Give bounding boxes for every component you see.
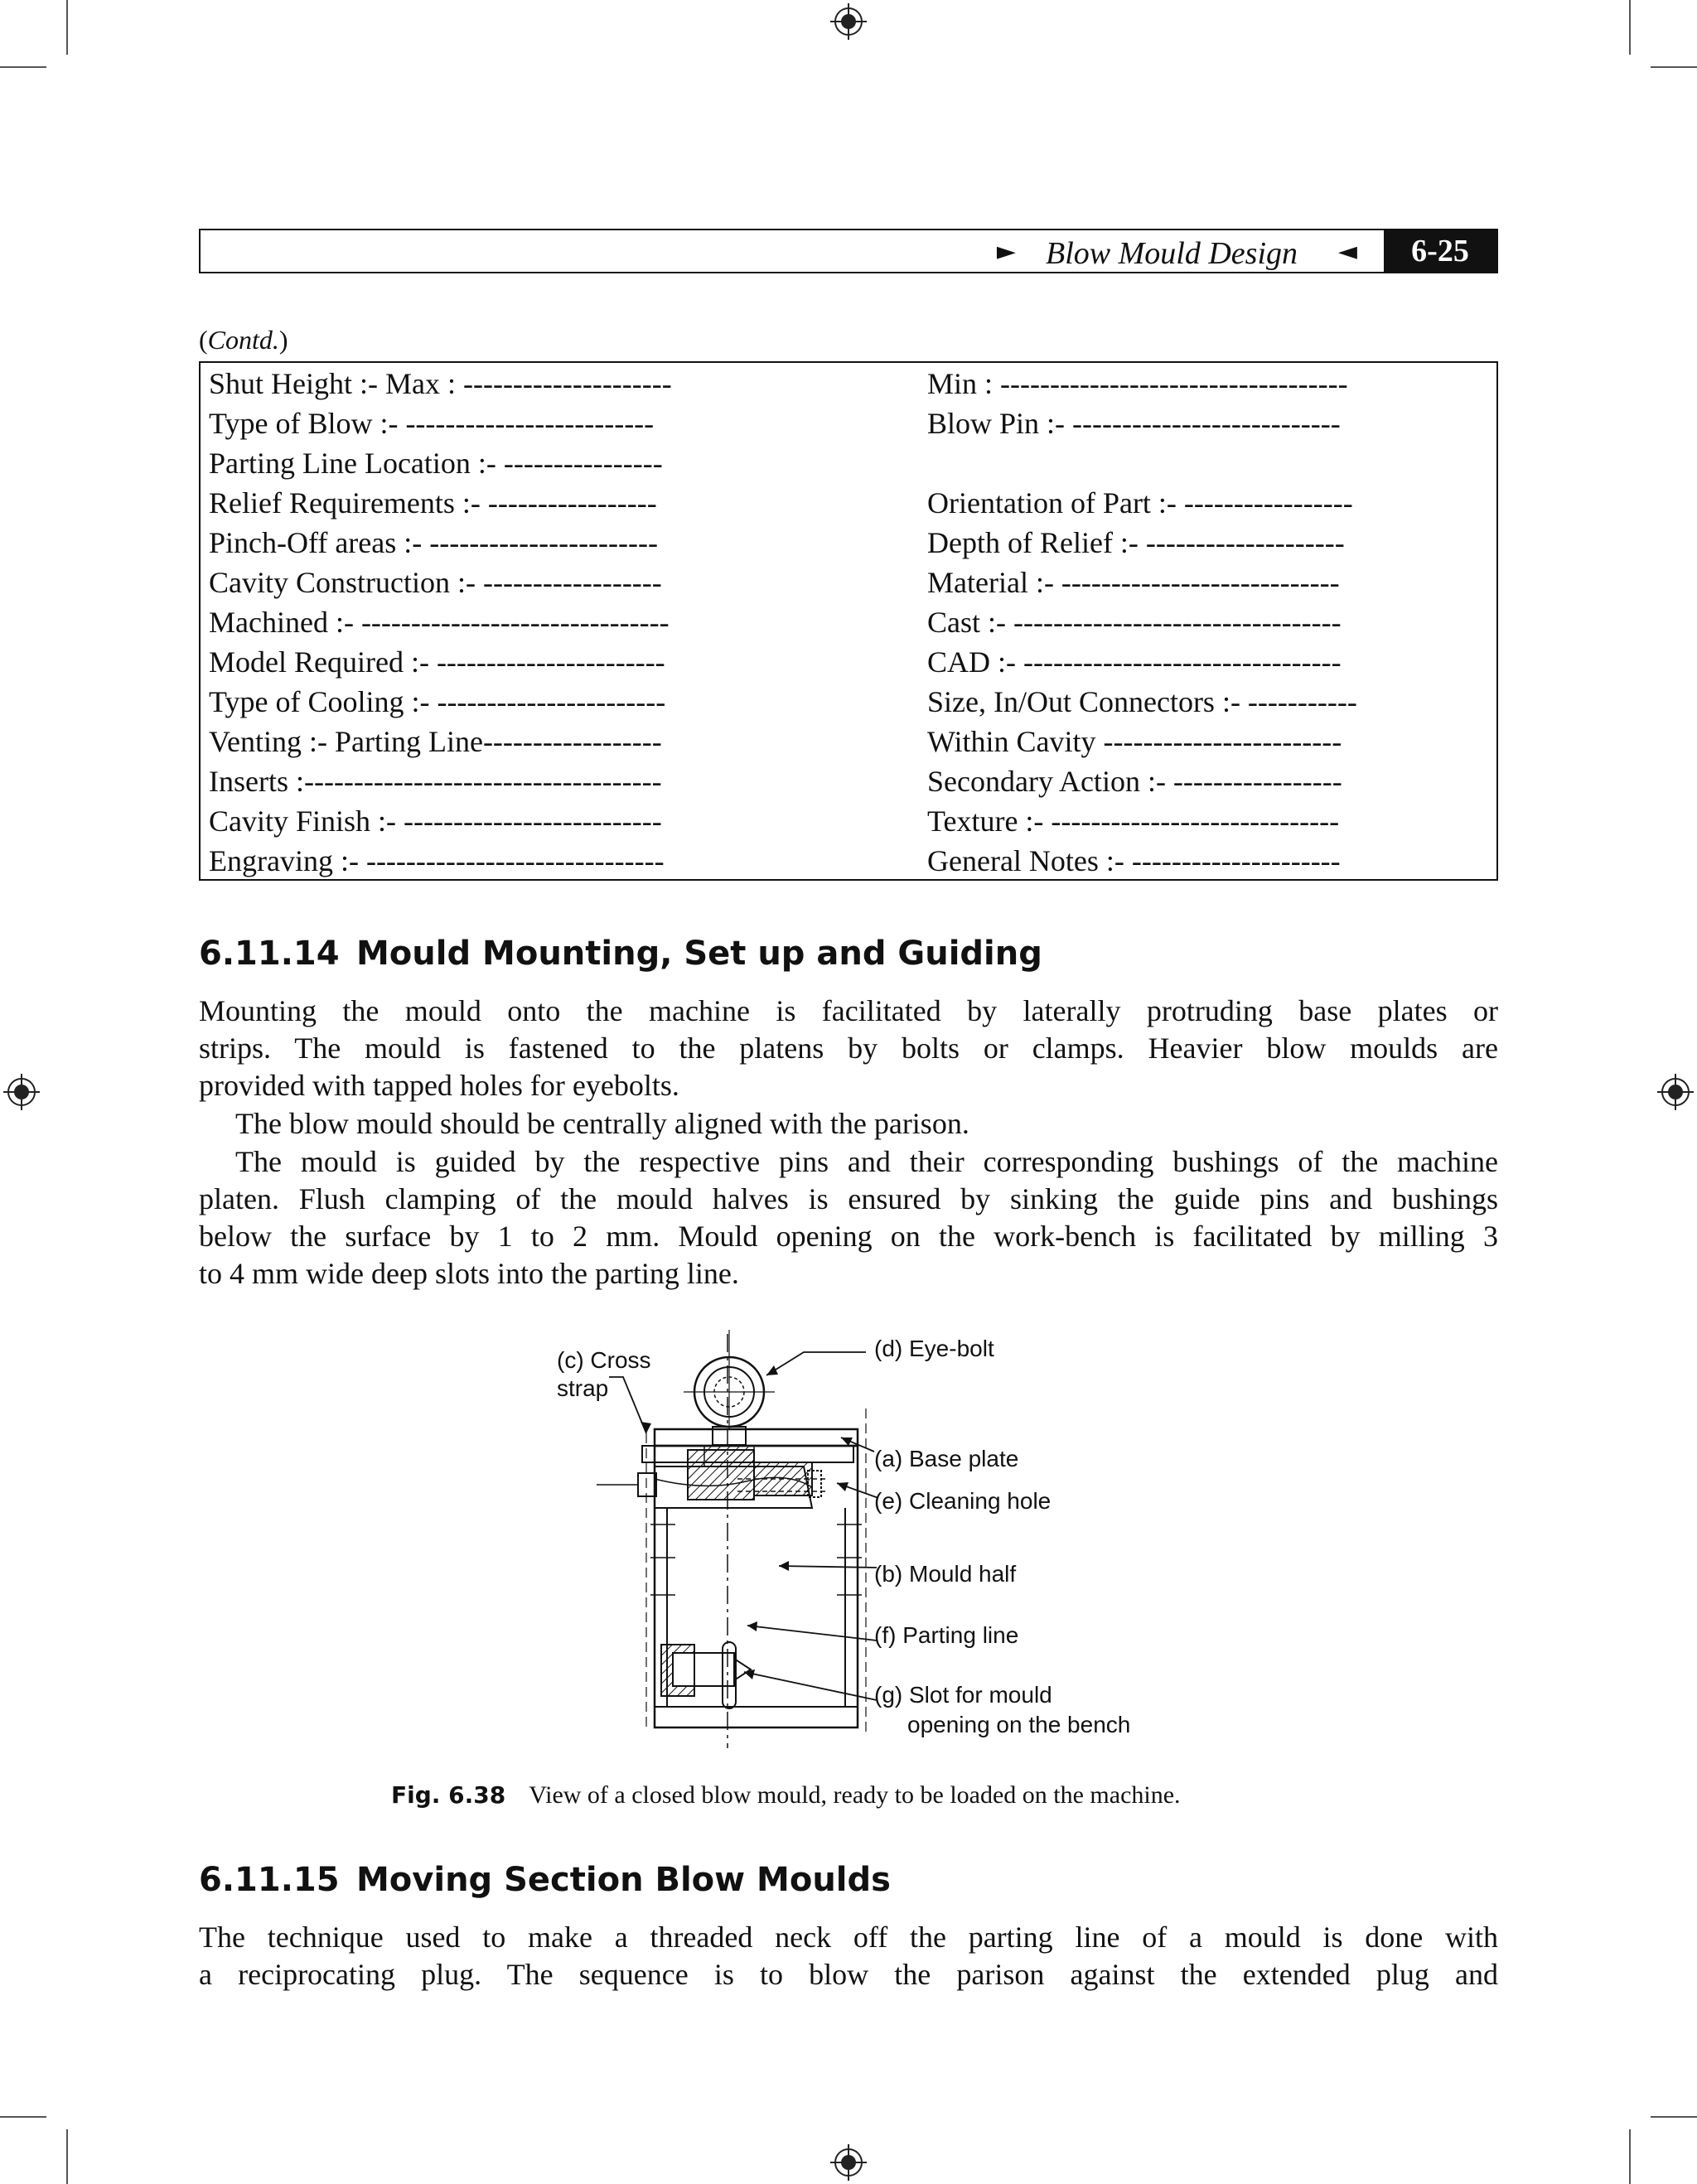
field-right: Within Cavity ------------------------	[927, 725, 1342, 758]
registration-mark-icon	[1657, 1074, 1694, 1110]
registration-mark-icon	[3, 1074, 40, 1110]
crop-mark	[1651, 66, 1697, 68]
field-right: Material :- ----------------------------	[927, 566, 1340, 599]
arrow-left-icon: ◄	[1337, 237, 1357, 266]
label-slot-2: opening on the bench	[907, 1712, 1131, 1737]
table-row	[201, 684, 1496, 724]
field-right: Orientation of Part :- -----------------	[927, 486, 1353, 519]
page-number: 6-25	[1384, 230, 1496, 272]
field-left: Inserts :------------------------------------	[209, 765, 662, 798]
section-number: 6.11.15	[199, 1861, 340, 1899]
crop-mark	[66, 0, 68, 55]
field-left: Parting Line Location :- ----------------	[209, 447, 663, 480]
field-left: Model Required :- -----------------------	[209, 645, 665, 679]
contd-label: Contd.	[207, 325, 279, 355]
figure-number: Fig. 6.38	[391, 1781, 506, 1809]
text-line: The mould is guided by the respective pins and their corresponding bushings of the machine	[235, 1145, 1498, 1178]
section-title: Mould Mounting, Set up and Guiding	[356, 935, 1042, 973]
crop-mark	[0, 2116, 46, 2118]
field-right: Blow Pin :- ---------------------------	[927, 407, 1341, 440]
paragraph	[199, 1919, 1498, 1993]
text-line: provided with tapped holes for eyebolts.	[199, 1069, 679, 1102]
table-row	[201, 486, 1496, 525]
text-line: to 4 mm wide deep slots into the parting line.	[199, 1257, 739, 1290]
field-right: Texture :- -----------------------------	[927, 805, 1340, 838]
registration-mark-icon	[830, 3, 867, 40]
field-left: Type of Cooling :- -----------------------	[209, 685, 666, 718]
label-cross-strap: (c) Cross	[557, 1347, 651, 1373]
crop-mark	[1651, 2116, 1697, 2118]
text-line: The technique used to make a threaded neck off the parting line of a mould is done with	[199, 1921, 1498, 1954]
table-row	[201, 645, 1496, 684]
label-mould-half: (b) Mould half	[874, 1561, 1017, 1587]
text-line: Mounting the mould onto the machine is facilitated by laterally protruding base plates or	[199, 994, 1498, 1027]
field-right: Cast :- ---------------------------------	[927, 606, 1342, 639]
table-row	[201, 764, 1496, 804]
text-line: below the surface by 1 to 2 mm. Mould opening on the work-bench is facilitated by milling 3	[199, 1220, 1498, 1253]
section-number: 6.11.14	[199, 935, 340, 973]
text-line: a reciprocating plug. The sequence is to blow the parison against the extended plug and	[199, 1958, 1498, 1991]
table-row	[201, 366, 1496, 406]
table-row	[201, 525, 1496, 565]
section-heading	[199, 935, 1042, 973]
field-left: Machined :- -------------------------------	[209, 606, 670, 639]
label-eye-bolt: (d) Eye-bolt	[874, 1336, 994, 1361]
field-left: Pinch-Off areas :- -----------------------	[209, 526, 658, 559]
table-row	[201, 843, 1496, 883]
paragraph	[199, 1143, 1498, 1293]
figure-caption	[391, 1781, 1181, 1810]
table-row	[201, 565, 1496, 605]
mould-drawing	[530, 1317, 1177, 1748]
label-cross-strap-2: strap	[557, 1375, 609, 1401]
crop-mark	[0, 66, 46, 68]
field-right: CAD :- --------------------------------	[927, 645, 1342, 679]
section-heading	[199, 1861, 891, 1899]
field-left: Cavity Construction :- ------------------	[209, 566, 662, 599]
table-row	[201, 605, 1496, 645]
running-header	[199, 229, 1498, 273]
cross-strap-shape	[655, 1429, 858, 1446]
text-line: The blow mould should be centrally aligned with the parison.	[235, 1107, 969, 1140]
label-parting-line: (f) Parting line	[874, 1622, 1019, 1648]
text-line: strips. The mould is fastened to the platens by bolts or clamps. Heavier blow moulds are	[199, 1032, 1498, 1065]
eye-bolt-shape	[684, 1330, 775, 1445]
caption-text: View of a closed blow mould, ready to be loaded on the machine.	[529, 1781, 1181, 1809]
field-left: Shut Height :- Max : ---------------------	[209, 367, 672, 400]
field-left: Engraving :- ------------------------------	[209, 844, 665, 877]
crop-mark	[66, 2129, 68, 2184]
label-slot: (g) Slot for mould	[874, 1682, 1052, 1708]
field-left: Type of Blow :- -------------------------	[209, 407, 655, 440]
table-row	[201, 724, 1496, 764]
field-right: General Notes :- ---------------------	[927, 844, 1341, 877]
arrow-right-icon: ►	[996, 237, 1016, 266]
figure-closed-blow-mould	[530, 1317, 1177, 1748]
field-left: Venting :- Parting Line------------------	[209, 725, 662, 758]
contd-note: (Contd.)	[199, 325, 288, 355]
crop-mark	[1629, 2129, 1631, 2184]
table-row	[201, 446, 1496, 486]
text-line: platen. Flush clamping of the mould halves is ensured by sinking the guide pins and bushings	[199, 1182, 1498, 1215]
label-base-plate: (a) Base plate	[874, 1446, 1019, 1471]
field-right: Size, In/Out Connectors :- -----------	[927, 685, 1357, 718]
registration-mark-icon	[830, 2144, 867, 2181]
design-checklist-table	[199, 361, 1498, 881]
chapter-title: Blow Mould Design	[1046, 236, 1298, 271]
field-left: Cavity Finish :- --------------------------	[209, 805, 662, 838]
table-row	[201, 406, 1496, 446]
field-right: Depth of Relief :- --------------------	[927, 526, 1345, 559]
section-title: Moving Section Blow Moulds	[356, 1861, 891, 1899]
paragraph	[199, 1105, 1498, 1143]
field-left: Relief Requirements :- -----------------	[209, 486, 657, 519]
table-row	[201, 804, 1496, 843]
field-right: Min : -----------------------------------	[927, 367, 1348, 400]
label-cleaning-hole: (e) Cleaning hole	[874, 1488, 1052, 1514]
field-right: Secondary Action :- -----------------	[927, 765, 1342, 798]
paragraph	[199, 993, 1498, 1104]
crop-mark	[1629, 0, 1631, 55]
